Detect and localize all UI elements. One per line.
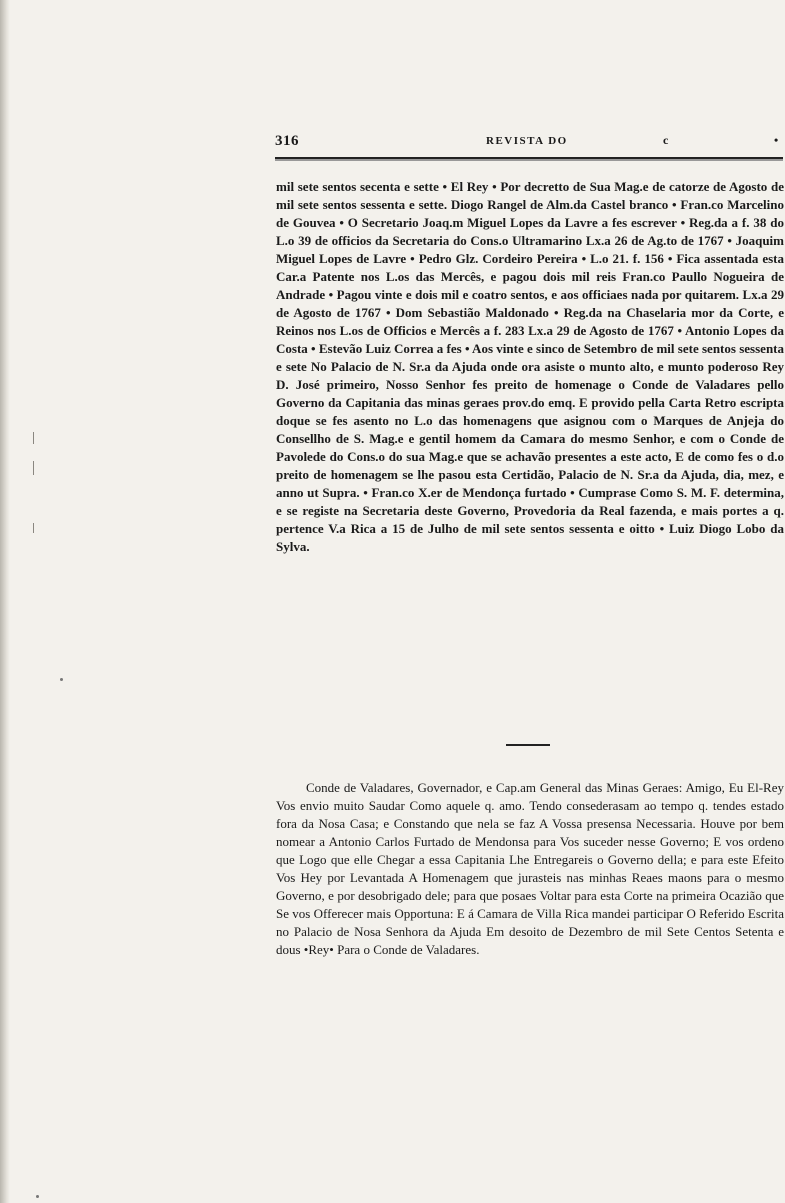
- scan-speck: [60, 678, 63, 681]
- margin-mark: [33, 461, 34, 475]
- margin-mark: [33, 523, 34, 533]
- section-divider: [506, 744, 550, 746]
- margin-mark: [33, 432, 34, 444]
- header-mark-left: c: [663, 133, 669, 147]
- page-gutter-shadow: [0, 0, 10, 1203]
- page-number: 316: [275, 133, 299, 149]
- scan-speck: [36, 1195, 39, 1198]
- header-mark-right: •: [774, 133, 779, 147]
- running-title: REVISTA DO: [486, 135, 568, 147]
- royal-letter: [276, 779, 784, 959]
- header-rule: [275, 157, 783, 159]
- body-paragraph: mil sete sentos secenta e sette • El Rey • Por decretto de Sua Mag.e de catorze de Agosto de mil sete sentos sessenta e sette. Diogo Rangel de Alm.da Castel branco • Fran.co Marcelino de Gouvea • O Secretario Joaq.m Miguel Lopes da Lavre a fes escrever • Reg.da a f. 38 do L.o 39 de officios da Secretaria do Cons.o Ultramarino Lx.a 26 de Ag.to de 1767 • Joaquim Miguel Lopes de Lavre • Pedro Glz. Cordeiro Pereira • L.o 21. f. 156 • Fica assentada esta Car.a Patente nos L.os das Mercês, e pagou dois mil reis Fran.co Paullo Nogueira de Andrade • Pagou vinte e dois mil e coatro sentos, e aos officiaes nada por quitarem. Lx.a 29 de Agosto de 1767 • Dom Sebastião Maldonado • Reg.da na Chaselaria mor da Corte, e Reinos nos L.os de Officios e Mercês a f. 283 Lx.a 29 de Agosto de 1767 • Antonio Lopes da Costa • Estevão Luiz Correa a fes • Aos vinte e sinco de Setembro de mil sete sentos sessenta e sete No Palacio de N. Sr.a da Ajuda onde ora asiste o munto alto, e munto poderoso Rey D. José primeiro, Nosso Senhor fes preito de homenage o Conde de Valadares pello Governo da Capitania das minas geraes prov.do emq. E provido pella Carta Retro escripta doque se fes asento no L.o das homenagens que asignou com o Marques de Anjeja do Consellho de S. Mag.e e gentil homem da Camara do mesmo Senhor, e com o Conde de Pavolede do Cons.o do sua Mag.e que se achavão presentes a este acto, E de como fes o d.o preito de homenagem se lhe pasou esta Certidão, Palacio de N. Sr.a da Ajuda, dia, mez, e anno ut Supra. • Fran.co X.er de Mendonça furtado • Cumprase Como S. M. F. determina, e se registe na Secretaria deste Governo, Provedoria da Real fazenda, e mais portes a q. pertence V.a Rica a 15 de Julho de mil sete sentos sessenta e oitto • Luiz Diogo Lobo da Sylva.: [276, 179, 784, 554]
- letter-paragraph: Conde de Valadares, Governador, e Cap.am General das Minas Geraes: Amigo, Eu El-Rey Vos envio muito Saudar Como aquele q. amo. Tendo consederasam ao tempo q. tendes estado fora da Nosa Casa; e Constando que nela se faz A Vossa presensa Necessaria. Houve por bem nomear a Antonio Carlos Furtado de Mendonsa para Vos suceder nesse Governo; E vos ordeno que Logo que elle Chegar a essa Capitania Lhe Entregareis o Governo della; e para este Efeito Vos Hey por Levantada A Homenagem que jurasteis nas minhas Reaes maons para o mesmo Governo, e por desobrigado dele; para que posaes Voltar para esta Corte na primeira Ocazião que Se vos Offerecer mais Opportuna: E á Camara de Villa Rica mandei participar O Referido Escrita no Palacio de Nosa Senhora da Ajuda Em desoito de Dezembro de mil Sete Centos Setenta e dous •Rey• Para o Conde de Valadares.: [276, 780, 784, 957]
- document-body: [276, 178, 784, 556]
- page-header: [275, 133, 783, 157]
